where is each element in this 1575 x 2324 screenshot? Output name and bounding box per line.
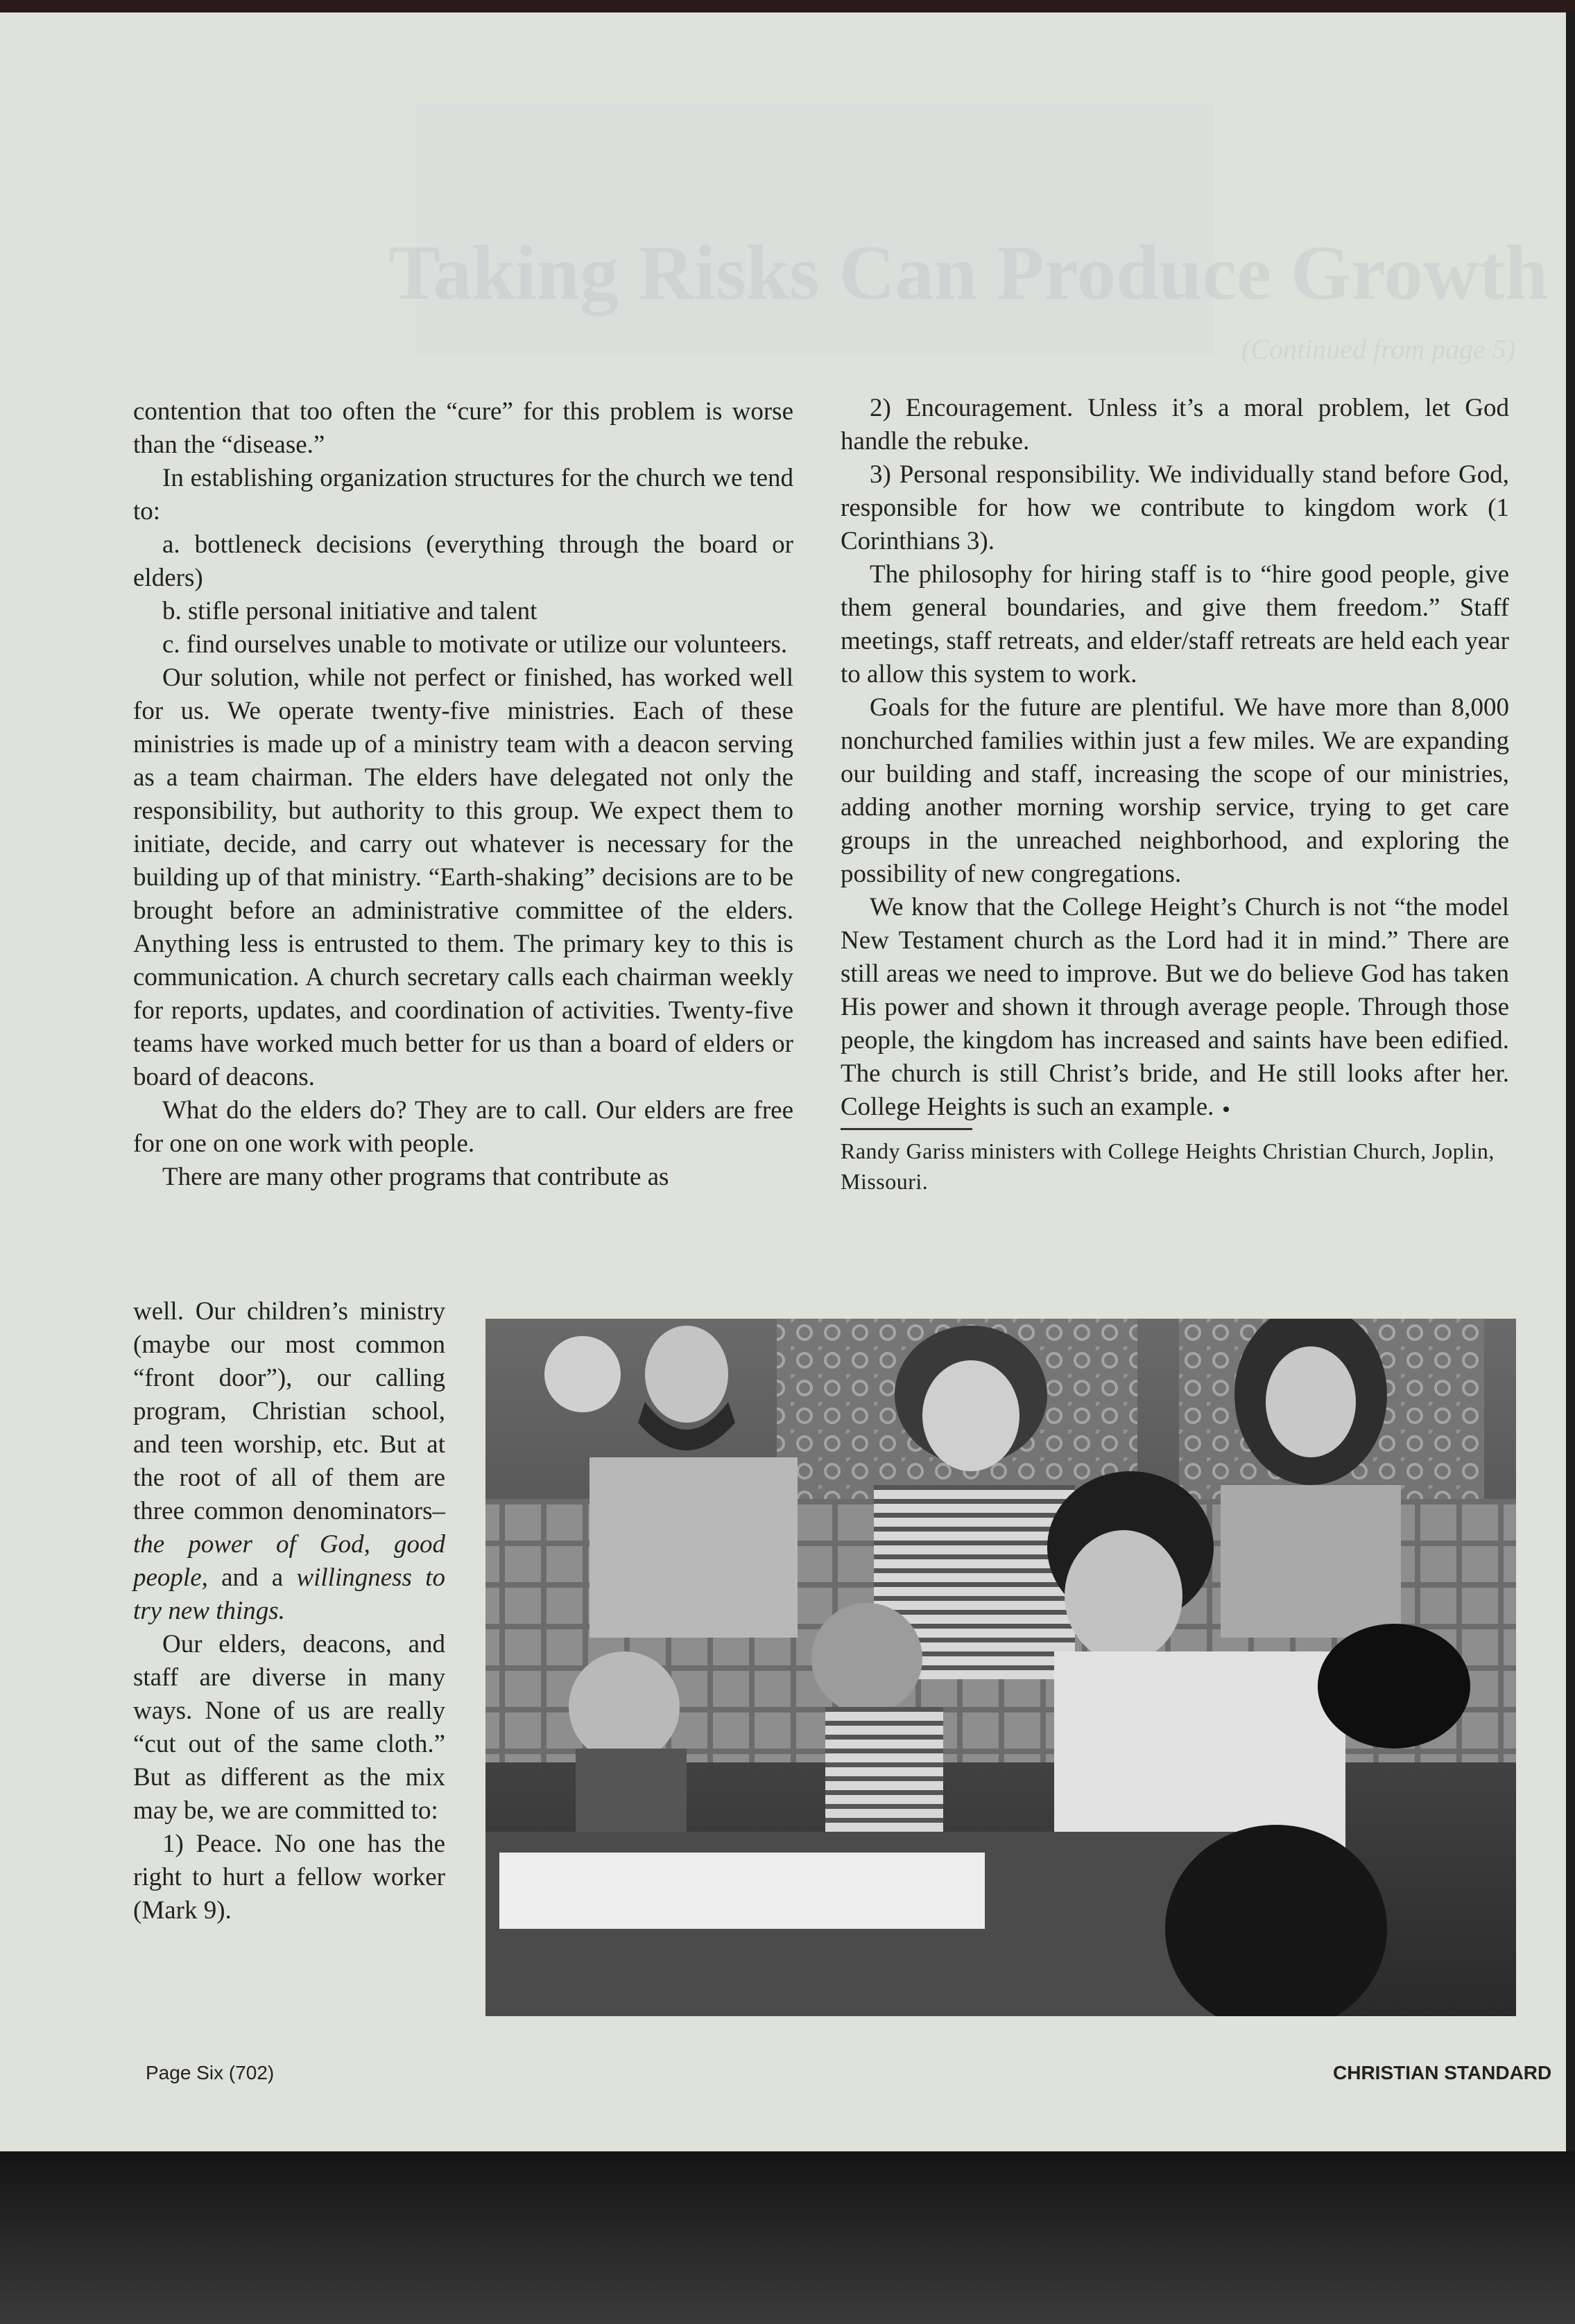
byline-rule (841, 1128, 972, 1130)
list-item: b. stifle personal initiative and talent (162, 597, 537, 625)
text: We know that the College Height’s Church is not “the model New Testament church as the Lord had it in mind.” There are still areas we need to improve. But we do believe God has taken His power and shown it through average people. Through those people, the kingdom has increased and saints have been edified. The church is still Christ’s bride, and He still looks after her. College Heights is such an example. (841, 893, 1509, 1121)
paragraph: In establishing organization structures for the church we tend to: (133, 464, 793, 526)
paragraph: Our solution, while not perfect or finished, has worked well for us. We operate twenty-five ministries. Each of these ministries is made up of a ministry team with a deacon serving as a team chairman. The elders have delegated not only the responsibility, but authority to this group. We expect them to initiate, decide, and carry out whatever is necessary for the building up of that ministry. “Earth-shaking” decisions are to be brought before an administrative committee of the elders. Anything less is entrusted to them. The primary key to this is communication. A church secretary calls each chairman weekly for reports, updates, and coordination of activities. Twenty-five teams have worked much better for us than a board of elders or board of deacons. (133, 664, 793, 1091)
show-through-subtitle: (Continued from page 5) (1241, 333, 1516, 365)
woman2-blouse (1221, 1485, 1401, 1638)
paragraph: 1) Peace. No one has the right to hurt a fellow worker (Mark 9). (133, 1830, 445, 1925)
child2-head (811, 1603, 922, 1714)
camera-lamp (1318, 1624, 1470, 1749)
paragraph (841, 891, 1509, 1124)
paragraph: Our elders, deacons, and staff are diverse in many ways. None of us are really “cut out of the same cloth.” But as different as the mix may be, we are committed to: (133, 1630, 445, 1825)
list-item: a. bottleneck decisions (everything through the board or elders) (133, 530, 793, 592)
top-edge (0, 0, 1575, 12)
left-column (133, 395, 793, 1194)
child2-shirt (825, 1707, 943, 1832)
woman-face (922, 1360, 1019, 1471)
list-item: c. find ourselves unable to motivate or utilize our volunteers. (162, 630, 788, 659)
magazine-name: CHRISTIAN STANDARD (1333, 2062, 1552, 2083)
italic-text: the power of God, good people, (133, 1530, 445, 1592)
right-column (841, 392, 1509, 1197)
scan-background (0, 2151, 1575, 2324)
man2-face (1065, 1530, 1182, 1662)
paragraph: contention that too often the “cure” for this problem is worse than the “disease.” (133, 397, 793, 459)
man-shirt (589, 1457, 798, 1638)
show-through-title: Taking Risks Can Produce Growth (388, 230, 1549, 316)
baby (544, 1336, 621, 1412)
page-number: Page Six (702) (146, 2062, 275, 2083)
italic-text: willingness to try new things. (133, 1563, 445, 1625)
text: and a (207, 1563, 297, 1592)
list-item: 2) Encouragement. Unless it’s a moral problem, let God handle the rebuke. (841, 394, 1509, 456)
byline: Randy Gariss ministers with College Heights Christian Church, Joplin, Missouri. (841, 1138, 1495, 1194)
woman2-face (1266, 1346, 1356, 1457)
text: well. Our children’s ministry (maybe our most common “front door”), our calling program, Christian school, and teen worship, etc. But at the root of all of them are three common denominators– (133, 1297, 445, 1525)
list-item: 3) Personal responsibility. We individually stand before God, responsible for how we contribute to kingdom work (1 Corinthians 3). (841, 460, 1509, 555)
photo-illustration (485, 1319, 1516, 2016)
man-face (645, 1326, 728, 1423)
paragraph (133, 1295, 445, 1628)
drawing-paper (499, 1853, 985, 1929)
paragraph: There are many other programs that contribute as (162, 1163, 669, 1191)
narrow-column (133, 1295, 445, 1927)
paragraph: Goals for the future are plentiful. We have more than 8,000 nonchurched families within just a few miles. We are expanding our building and staff, increasing the scope of our ministries, adding another morning worship service, trying to get care groups in the unreached neighborhood, and exploring the possibility of new congregations. (841, 693, 1509, 888)
paragraph: The philosophy for hiring staff is to “hire good people, give them general boundaries, and give them freedom.” Staff meetings, staff retreats, and elder/staff retreats are held each year to allow this system to work. (841, 560, 1509, 688)
end-mark (1223, 1107, 1229, 1112)
child-head (569, 1651, 680, 1762)
family-photo (485, 1319, 1516, 2016)
paragraph: What do the elders do? They are to call. Our elders are free for one on one work with people. (133, 1096, 793, 1158)
